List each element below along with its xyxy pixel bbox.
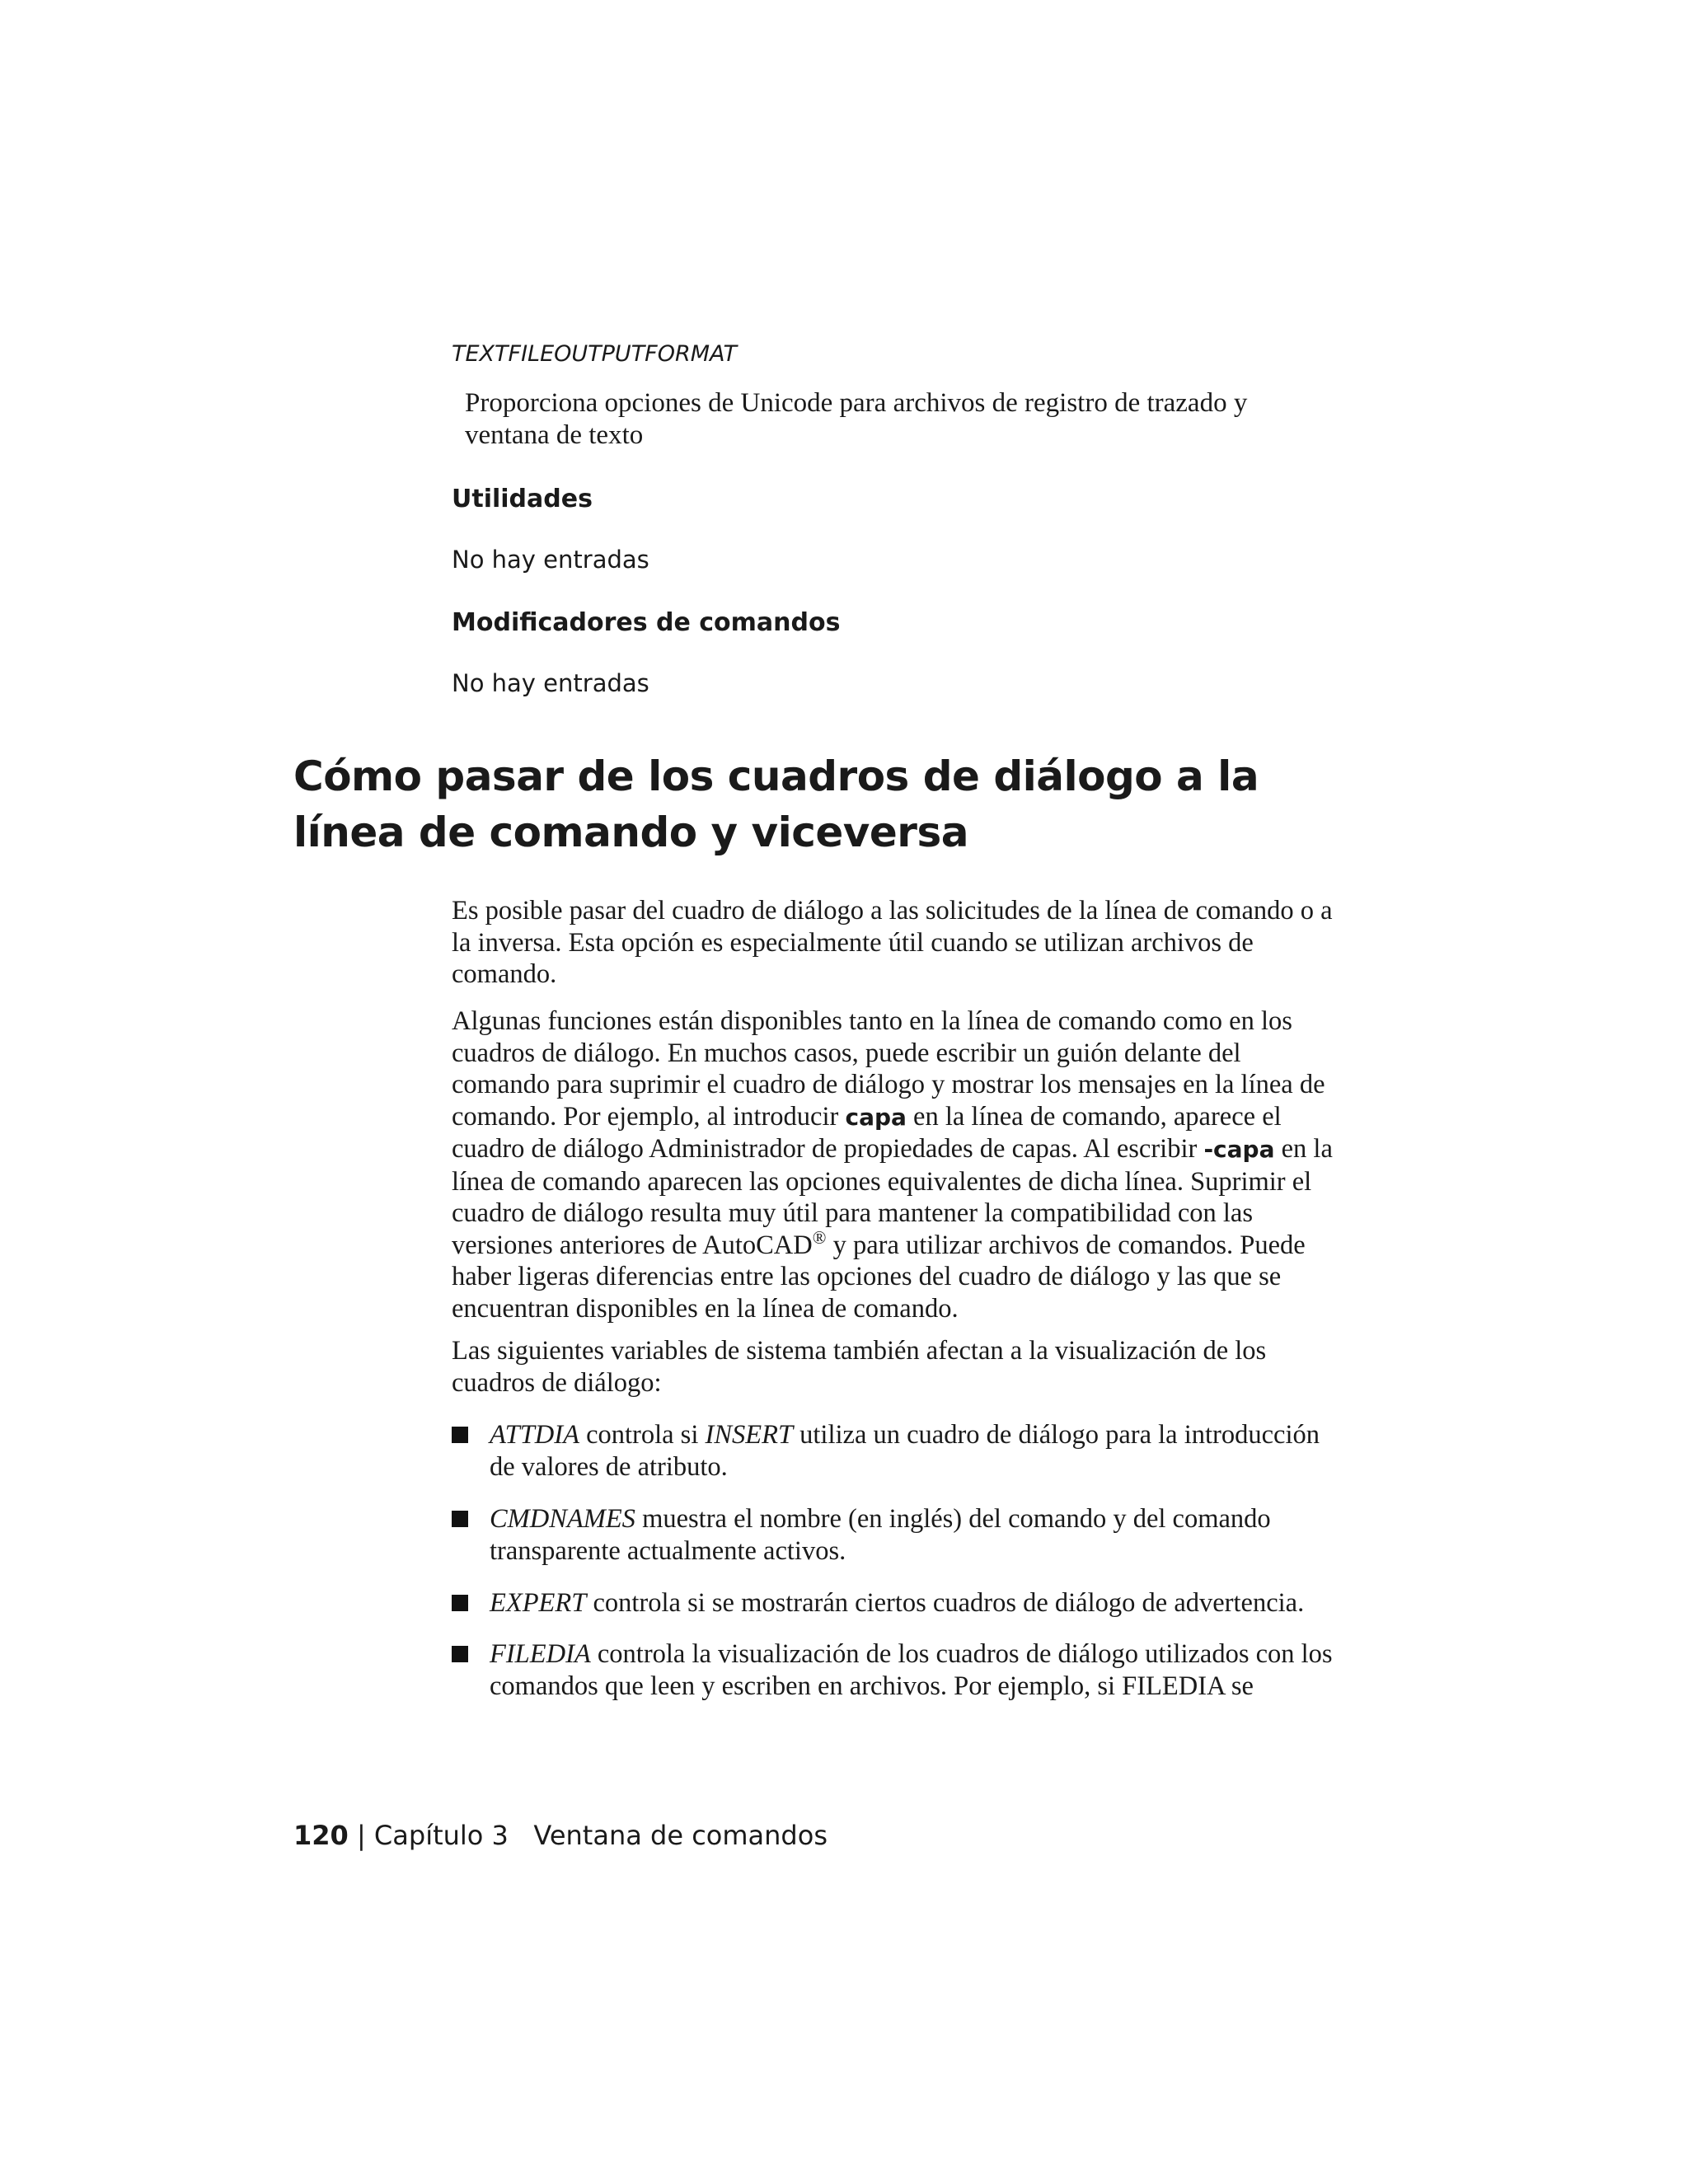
utilities-text: No hay entradas (452, 546, 649, 574)
variable-attdia: ATTDIA (490, 1420, 579, 1450)
paragraph-intro: Es posible pasar del cuadro de diálogo a las solicitudes de la línea de comando o a la inversa. Esta opción es especialmente útil cuando se utilizan archivos de comando. (452, 896, 1333, 989)
variable-description: Proporciona opciones de Unicode para archivos de registro de trazado y ventana de texto (465, 388, 1248, 450)
paragraph-functions: Algunas funciones están disponibles tanto en la línea de comando como en los cuadros de diálogo. En muchos casos, puede escribir un guión delante del comando para suprimir el cuadro de diálogo y mostrar los mensajes en la línea de comando. Por ejemplo, al introducir capa en la línea de comando, aparece el cuadro de diálogo Administrador de propiedades de capas. Al escribir -capa en la línea de comando aparecen las opciones equivalentes de dicha línea. Suprimir el cuadro de diálogo resulta muy útil para mantener la compatibilidad con las versiones anteriores de AutoCAD® y para utilizar archivos de comandos. Puede haber ligeras diferencias entre las opciones del cuadro de diálogo y las que se encuentran disponibles en la línea de comando. (452, 1006, 1333, 1324)
chapter-label: Capítulo 3 (373, 1820, 509, 1851)
command-modifiers-heading: Modificadores de comandos (452, 608, 841, 637)
page-footer (293, 1820, 828, 1851)
variable-cmdnames: CMDNAMES (490, 1504, 635, 1534)
command-dash-capa: -capa (1203, 1136, 1275, 1163)
variable-expert: EXPERT (490, 1588, 587, 1618)
section-title: Cómo pasar de los cuadros de diálogo a la línea de comando y viceversa (293, 752, 1259, 856)
page-number: 120 (293, 1820, 349, 1851)
variable-name: TEXTFILEOUTPUTFORMAT (452, 341, 738, 367)
bullet-square-icon (452, 1427, 468, 1443)
paragraph-system-variables: Las siguientes variables de sistema también afectan a la visualización de los cuadros de diálogo: (452, 1336, 1267, 1398)
variable-insert: INSERT (705, 1420, 794, 1450)
bullet-square-icon (452, 1595, 468, 1611)
bullet-square-icon (452, 1646, 468, 1662)
command-modifiers-text: No hay entradas (452, 669, 649, 697)
bullet-square-icon (452, 1511, 468, 1527)
variable-filedia: FILEDIA (490, 1639, 591, 1669)
chapter-title: Ventana de comandos (533, 1820, 828, 1851)
footer-separator: | (356, 1820, 366, 1851)
utilities-heading: Utilidades (452, 485, 593, 513)
registered-mark: ® (812, 1226, 827, 1248)
command-capa: capa (845, 1103, 907, 1131)
